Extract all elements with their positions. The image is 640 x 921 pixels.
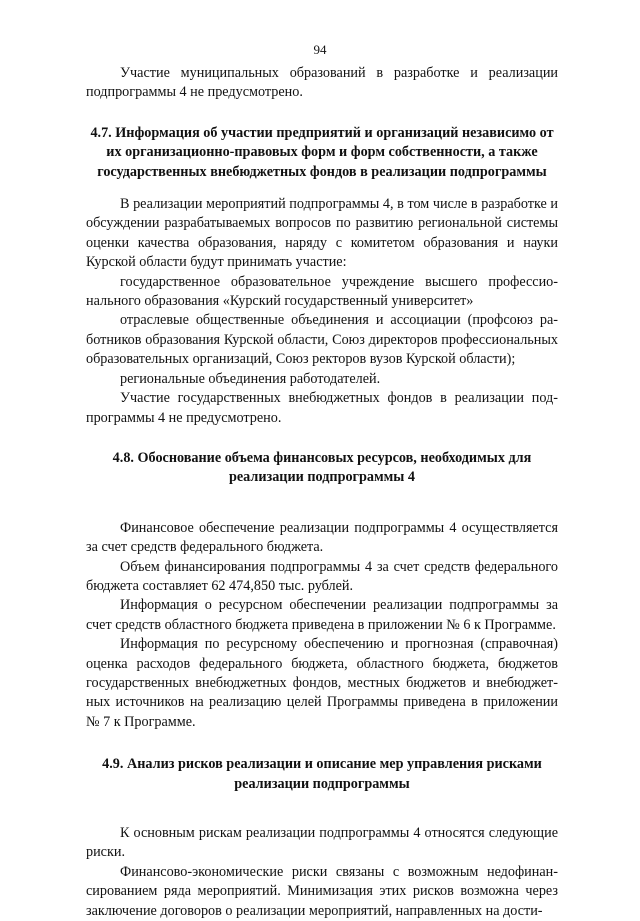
section-heading-4-8: 4.8. Обоснование объема финансовых ресурсов, необходимых для реализации подпрограммы 4 — [112, 449, 532, 486]
paragraph: Информация о ресурсном обеспечении реализации подпрограммы за счет средств областного бюджета приведена в приложении № 6 к Программе. — [86, 597, 558, 633]
page-number: 94 — [313, 42, 327, 57]
paragraph: Участие государственных внебюджетных фондов в реализации подпрограммы 4 не предусмотрено. — [86, 390, 558, 426]
paragraph: Объем финансирования подпрограммы 4 за счет средств федерального бюджета составляет 62 474,850 тыс. рублей. — [86, 558, 558, 594]
paragraph: Финансовое обеспечение реализации подпрограммы 4 осуществляется за счет средств федерального бюджета. — [86, 519, 558, 556]
paragraph: В реализации мероприятий подпрограммы 4, в том числе в разработке и обсуждении разрабатываемых вопросов по развитию региональной системы оценки качества образования, наряду с комитетом образования и науки Курской области будут принимать участие: — [86, 196, 558, 271]
paragraph: К основным рискам реализации подпрограммы 4 относятся следующие риски. — [86, 825, 558, 861]
paragraph: отраслевые общественные объединения и ассоциации (профсоюз работников образования Курской области, Союз директоров профессиональных образовательных организаций, Союз ректоров вузов Курской области); — [86, 312, 558, 368]
paragraph: государственное образовательное учреждение высшего профессионального образования «Курский государственный университет» — [86, 273, 558, 310]
paragraph: Финансово-экономические риски связаны с возможным недофинансированием ряда мероприятий. Минимизация этих рисков возможна через заключение договоров о реализации мероприятий, направленных на дости- — [86, 863, 558, 919]
paragraph: Информация по ресурсному обеспечению и прогнозная (справочная) оценка расходов федерального бюджета, областного бюджета, бюджетов государственных внебюджетных фондов, местных бюджетов и внебюджетных источников на реализацию целей Программы приведена в приложении № 7 к Программе. — [86, 636, 558, 730]
section-heading-4-9: 4.9. Анализ рисков реализации и описание мер управления рисками реализации подпрограммы — [102, 756, 542, 792]
section-heading-4-7: 4.7. Информация об участии предприятий и организаций независимо от их организационно-правовых форм и форм собственности, а также государственных внебюджетных фондов в реализации подпрограммы — [90, 124, 554, 180]
paragraph: региональные объединения работодателей. — [120, 370, 381, 387]
document-body — [86, 64, 558, 921]
paragraph: Участие муниципальных образований в разработке и реализации подпрограммы 4 не предусмотрено. — [86, 65, 558, 101]
